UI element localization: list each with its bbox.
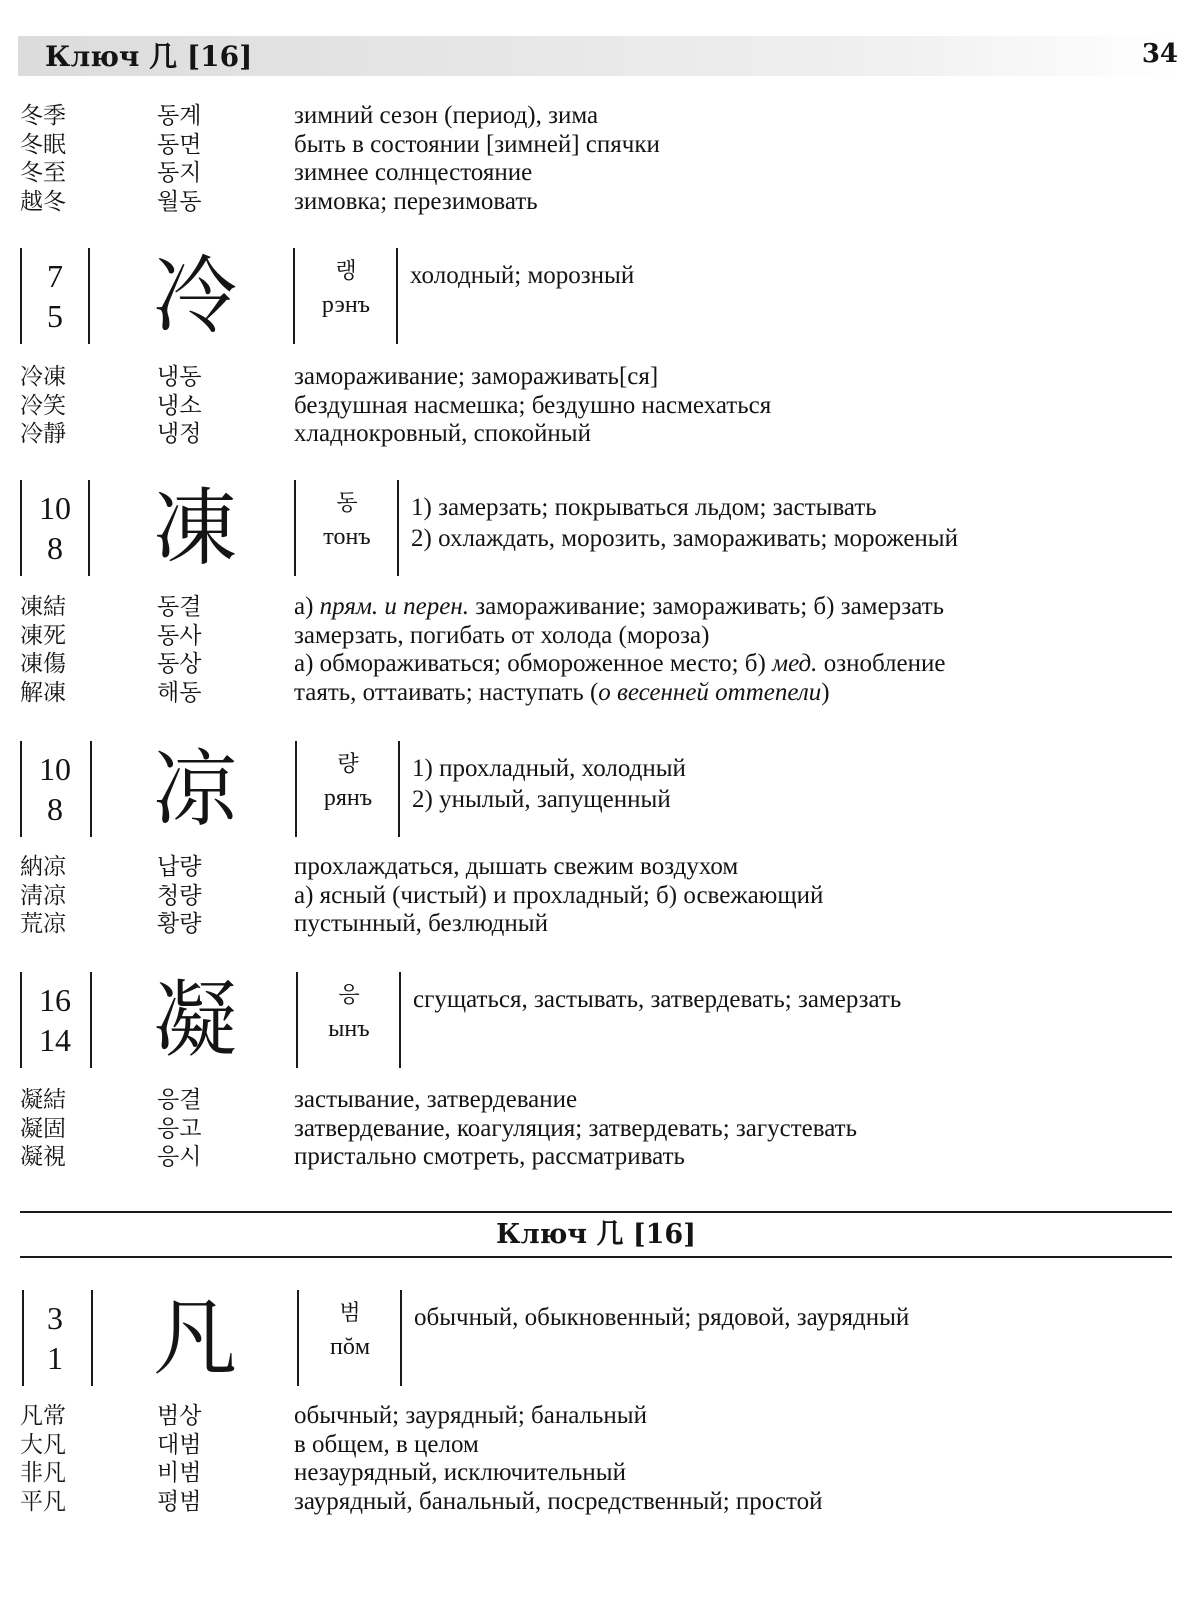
compound-meaning: обычный; заурядный; банальный <box>294 1402 647 1429</box>
compound-row <box>0 102 1198 131</box>
compound-hanja: 凝結 <box>20 1087 66 1113</box>
compound-hangul: 납량 <box>157 854 202 880</box>
definition-line: 2) унылый, запущенный <box>412 786 671 813</box>
compound-hangul: 응고 <box>157 1115 202 1142</box>
stroke-count-remaining: 5 <box>47 298 63 334</box>
korean-reading: 응 <box>338 983 360 1008</box>
compound-row <box>0 188 1198 217</box>
compound-meaning: пустынный, безлюдный <box>294 910 548 937</box>
compound-hangul: 대범 <box>157 1431 202 1458</box>
compound-list-ryang <box>0 853 1198 939</box>
compound-hangul: 황량 <box>157 911 202 937</box>
compound-meaning <box>294 622 709 650</box>
compound-row <box>0 882 1198 911</box>
compound-meaning: замораживание; замораживать[ся] <box>294 363 659 390</box>
section-rule-top <box>20 1211 1172 1213</box>
definition-line: холодный; морозный <box>410 262 635 289</box>
compound-list-naeng <box>0 363 1198 449</box>
compound-meaning: прохлаждаться, дышать свежим воздухом <box>294 853 739 880</box>
definition-line: 1) прохладный, холодный <box>412 755 686 782</box>
headword-character: 冷 <box>152 247 237 345</box>
definitions <box>410 260 634 291</box>
stroke-count-remaining: 1 <box>47 1340 63 1376</box>
usage-label: мед. <box>772 650 818 677</box>
page-number: 34 <box>1141 39 1178 69</box>
compound-hanja: 冬至 <box>20 160 66 186</box>
compound-meaning <box>294 679 830 707</box>
compound-row <box>0 1488 1198 1517</box>
compound-row <box>0 1086 1198 1115</box>
compound-meaning: в общем, в целом <box>294 1430 479 1458</box>
compound-list-winter <box>0 102 1198 216</box>
stroke-count-total: 10 <box>39 751 71 787</box>
box-rule <box>294 480 296 576</box>
compound-meaning: заурядный, банальный, посредственный; простой <box>294 1487 823 1515</box>
stroke-count-remaining: 14 <box>39 1022 71 1058</box>
compound-hangul: 동상 <box>157 651 202 677</box>
compound-hanja: 解凍 <box>20 679 66 706</box>
compound-list-dong <box>0 593 1198 707</box>
box-rule <box>88 248 90 344</box>
compound-meaning: зимовка; перезимовать <box>294 187 538 215</box>
compound-hanja: 冬季 <box>20 103 66 129</box>
compound-meaning <box>294 650 945 678</box>
compound-list-eung <box>0 1086 1198 1172</box>
compound-hanja: 凍傷 <box>20 651 66 677</box>
compound-hanja: 冬眠 <box>20 131 66 158</box>
stroke-count-total: 10 <box>39 490 71 526</box>
meaning-text: ) <box>821 678 830 706</box>
compound-hangul: 응결 <box>157 1087 202 1113</box>
compound-hangul: 해동 <box>157 679 202 706</box>
compound-meaning: затвердевание, коагуляция; затвердевать; загустевать <box>294 1114 858 1142</box>
compound-row <box>0 1143 1198 1172</box>
compound-meaning: быть в состоянии [зимней] спячки <box>294 130 660 158</box>
definitions <box>414 1302 909 1333</box>
compound-row <box>0 853 1198 882</box>
compound-row <box>0 159 1198 188</box>
compound-meaning: зимнее солнцестояние <box>294 159 533 186</box>
stroke-count-remaining: 8 <box>47 791 63 827</box>
box-rule <box>397 480 399 576</box>
character-entry-eung <box>0 972 1198 1068</box>
character-entry-naeng <box>0 248 1198 344</box>
meaning-text: замораживание; замораживать; б) замерзать <box>469 593 945 620</box>
meaning-text: ознобление <box>817 650 946 677</box>
russian-transcription: ынъ <box>328 1016 370 1042</box>
headword-character: 凍 <box>152 479 237 577</box>
compound-hangul: 냉소 <box>157 392 202 419</box>
compound-hanja: 冷笑 <box>20 392 66 419</box>
meaning-text: замерзать, погибать от холода (мороза) <box>294 621 710 649</box>
compound-hanja: 凡常 <box>20 1403 66 1429</box>
definition-line: сгущаться, застывать, затвердевать; замерзать <box>413 986 902 1013</box>
compound-row <box>0 420 1198 449</box>
korean-reading: 량 <box>337 752 359 777</box>
definition-line: обычный, обыкновенный; рядовой, заурядный <box>414 1304 910 1331</box>
compound-hangul: 동결 <box>157 594 202 620</box>
russian-transcription: пŏм <box>329 1334 371 1360</box>
compound-hanja: 淸凉 <box>20 882 66 909</box>
compound-hangul: 비범 <box>157 1460 202 1486</box>
compound-meaning <box>294 593 944 621</box>
compound-row <box>0 622 1198 651</box>
definitions <box>413 984 901 1015</box>
compound-hangul: 냉동 <box>157 364 202 390</box>
box-rule <box>396 248 398 344</box>
compound-meaning: застывание, затвердевание <box>294 1086 578 1113</box>
compound-hangul: 청량 <box>157 882 202 909</box>
russian-transcription: рянъ <box>323 785 373 811</box>
russian-transcription: тонъ <box>323 524 371 550</box>
compound-hangul: 평범 <box>157 1488 202 1515</box>
compound-meaning: пристально смотреть, рассматривать <box>294 1143 685 1170</box>
box-rule <box>295 741 297 837</box>
meaning-text: таять, оттаивать; наступать ( <box>294 678 599 706</box>
compound-meaning: хладнокровный, спокойный <box>294 420 591 447</box>
box-rule <box>91 1290 93 1386</box>
compound-hanja: 平凡 <box>20 1488 66 1515</box>
stroke-count-remaining: 8 <box>47 530 63 566</box>
compound-hangul: 동계 <box>157 103 202 129</box>
compound-row <box>0 650 1198 679</box>
box-rule <box>296 972 298 1068</box>
compound-hanja: 凝視 <box>20 1144 66 1170</box>
box-rule <box>293 248 295 344</box>
compound-hangul: 월동 <box>157 188 202 215</box>
meaning-text: а) <box>294 593 320 620</box>
box-rule <box>400 1290 402 1386</box>
compound-row <box>0 679 1198 708</box>
character-entry-beom <box>0 1290 1198 1386</box>
definitions <box>412 753 686 815</box>
compound-row <box>0 131 1198 160</box>
definition-line: 1) замерзать; покрываться льдом; застывать <box>411 494 877 521</box>
compound-row <box>0 363 1198 392</box>
compound-hanja: 凝固 <box>20 1115 66 1142</box>
character-entry-dong <box>0 480 1198 576</box>
box-rule <box>399 972 401 1068</box>
compound-row <box>0 1431 1198 1460</box>
compound-meaning: зимний сезон (период), зима <box>294 102 599 129</box>
compound-hangul: 동사 <box>157 622 202 649</box>
korean-reading: 범 <box>339 1301 361 1326</box>
compound-hanja: 納凉 <box>20 854 66 880</box>
box-rule <box>90 972 92 1068</box>
compound-list-beom <box>0 1402 1198 1516</box>
headword-character: 凉 <box>152 740 237 838</box>
compound-row <box>0 392 1198 421</box>
usage-label: о весенней оттепели <box>598 678 822 706</box>
compound-meaning: бездушная насмешка; бездушно насмехаться <box>294 391 772 419</box>
russian-transcription: рэнъ <box>321 292 371 318</box>
compound-row <box>0 593 1198 622</box>
compound-hangul: 동지 <box>157 160 202 186</box>
page-header-title: Ключ 几 [16] <box>45 40 253 73</box>
stroke-count-total: 7 <box>47 258 63 294</box>
compound-hanja: 冷凍 <box>20 364 66 390</box>
character-entry-ryang <box>0 741 1198 837</box>
box-rule <box>398 741 400 837</box>
compound-hangul: 냉정 <box>157 421 202 447</box>
stroke-count-total: 3 <box>47 1300 63 1336</box>
compound-row <box>0 1402 1198 1431</box>
compound-hangul: 동면 <box>157 131 202 158</box>
compound-hanja: 越冬 <box>20 188 66 215</box>
compound-meaning: незаурядный, исключительный <box>294 1459 626 1486</box>
section-rule-bottom <box>20 1256 1172 1258</box>
stroke-count-total: 16 <box>39 982 71 1018</box>
meaning-text: а) обмораживаться; обмороженное место; б) <box>294 650 773 677</box>
definitions <box>411 492 958 554</box>
headword-character: 凡 <box>152 1289 237 1387</box>
compound-row <box>0 1115 1198 1144</box>
compound-hanja: 大凡 <box>20 1431 66 1458</box>
compound-hangul: 범상 <box>157 1403 202 1429</box>
korean-reading: 랭 <box>335 259 357 284</box>
definition-line: 2) охлаждать, морозить, замораживать; мороженый <box>411 525 958 552</box>
korean-reading: 동 <box>336 491 358 516</box>
compound-hanja: 凍死 <box>20 622 66 649</box>
compound-hanja: 凍結 <box>20 594 66 620</box>
compound-row <box>0 1459 1198 1488</box>
compound-hangul: 응시 <box>157 1144 202 1170</box>
usage-label: прям. и перен. <box>319 593 470 620</box>
box-rule <box>90 741 92 837</box>
compound-row <box>0 910 1198 939</box>
headword-character: 凝 <box>152 971 237 1069</box>
compound-meaning: а) ясный (чистый) и прохладный; б) освежающий <box>294 881 824 909</box>
section-title: Ключ 几 [16] <box>496 1219 696 1250</box>
compound-hanja: 非凡 <box>20 1460 66 1486</box>
compound-hanja: 冷靜 <box>20 421 66 447</box>
box-rule <box>297 1290 299 1386</box>
compound-hanja: 荒凉 <box>20 911 66 937</box>
box-rule <box>88 480 90 576</box>
